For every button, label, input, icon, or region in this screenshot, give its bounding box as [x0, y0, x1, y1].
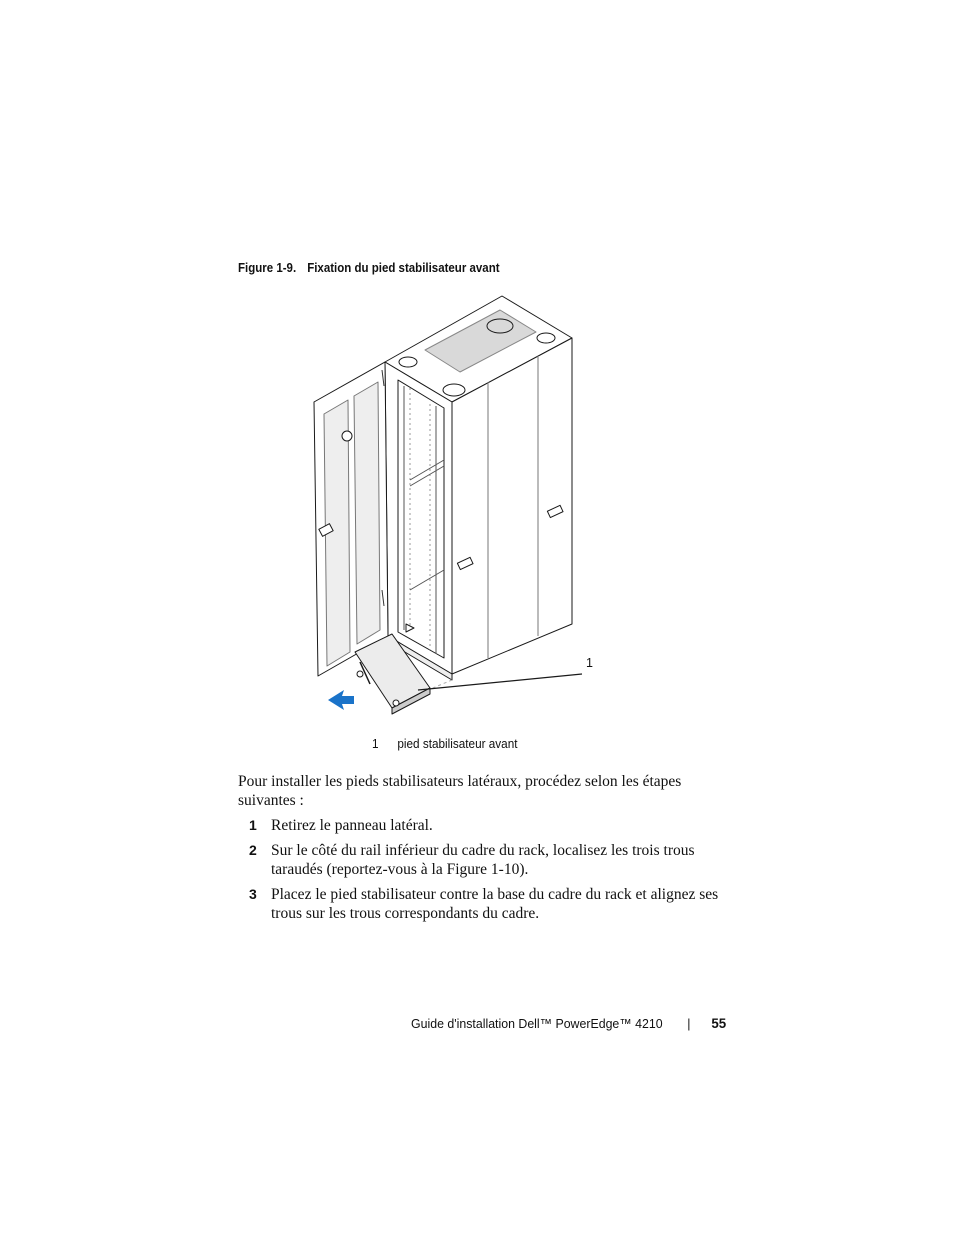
step-2: [249, 841, 729, 879]
callout-leader: [418, 674, 582, 690]
step-3: [249, 885, 729, 923]
plate-screw: [393, 700, 399, 706]
step-number: 2: [249, 842, 257, 858]
step-1: [249, 816, 729, 835]
legend-label: pied stabilisateur avant: [397, 737, 518, 751]
step-number: 1: [249, 817, 257, 833]
figure-number: Figure 1-9.: [238, 261, 297, 275]
direction-arrow-icon: [328, 690, 354, 710]
legend-number: 1: [372, 737, 379, 751]
intro-paragraph: Pour installer les pieds stabilisateurs latéraux, procédez selon les étapes suivantes :: [238, 773, 682, 809]
callout-number: 1: [586, 656, 593, 670]
rack-illustration: [300, 290, 600, 730]
step-number: 3: [249, 886, 257, 902]
plate-screw: [357, 671, 363, 677]
page-number: 55: [711, 1015, 727, 1031]
page-footer: [411, 1015, 726, 1031]
step-text: Placez le pied stabilisateur contre la base du cadre du rack et alignez ses trous sur les trous correspondants du cadre.: [271, 886, 719, 922]
figure-caption: [238, 261, 500, 275]
step-text: Retirez le panneau latéral.: [271, 817, 433, 834]
door-lock-icon: [342, 431, 352, 441]
step-text: Sur le côté du rail inférieur du cadre du rack, localisez les trois trous taraudés (reportez-vous à la Figure 1-10).: [271, 842, 695, 878]
footer-guide-title: Guide d'installation Dell™ PowerEdge™ 4210: [411, 1016, 663, 1031]
figure-title: Fixation du pied stabilisateur avant: [307, 261, 500, 275]
footer-separator: |: [687, 1016, 691, 1031]
figure-legend: [372, 737, 518, 751]
door-perforation-right: [354, 382, 380, 644]
front-opening: [398, 380, 444, 658]
